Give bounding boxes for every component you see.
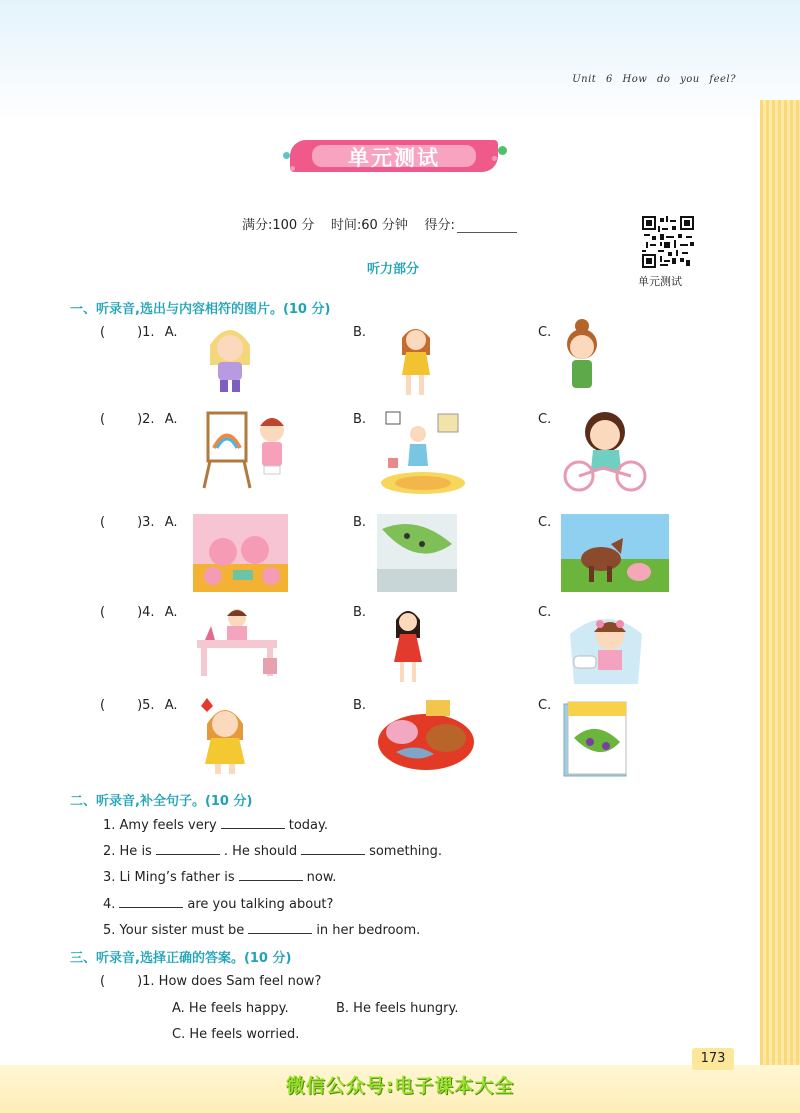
time-limit: 时间:60 分钟 [330, 218, 408, 233]
option-c-label: C. [538, 605, 552, 620]
girl-tired-picture-icon[interactable] [390, 320, 440, 400]
girl-dancing-picture-icon[interactable] [378, 408, 468, 496]
girl-sad-picture-icon[interactable] [560, 318, 605, 390]
decor-dot-left-icon [283, 152, 290, 159]
girl-painting-picture-icon[interactable] [200, 408, 295, 490]
girl-bored-picture-icon[interactable] [200, 320, 260, 395]
option-b-label: B. [353, 515, 367, 530]
storybook-picture-icon[interactable] [560, 698, 630, 778]
score-blank[interactable] [457, 218, 517, 233]
top-band [0, 0, 800, 120]
girl-riding-bike-picture-icon[interactable] [563, 408, 648, 493]
girl-in-red-dress-picture-icon[interactable] [388, 604, 428, 686]
option-c-label: C. [538, 412, 552, 427]
question-row: ( )1. A. [100, 325, 178, 340]
part3-heading: 三、听录音,选择正确的答案。(10 分) [70, 951, 292, 966]
score-label: 得分: [424, 218, 455, 233]
sentence-3: 3. Li Ming’s father is now. [103, 870, 337, 885]
food-plate-picture-icon[interactable] [376, 694, 474, 774]
option-b-label: B. [353, 412, 367, 427]
fill-blank[interactable] [119, 895, 183, 908]
page-number: 173 [692, 1048, 734, 1070]
option-c-label: C. [538, 698, 552, 713]
sentence-4: 4. are you talking about? [103, 897, 334, 912]
option-a: A. He feels happy. [172, 1001, 289, 1016]
option-b: B. He feels hungry. [336, 1001, 459, 1016]
pigs-family-picture-icon[interactable] [193, 514, 288, 592]
exam-meta [242, 214, 517, 233]
decor-dot-right-icon [498, 146, 507, 155]
option-c: C. He feels worried. [172, 1027, 300, 1042]
full-score: 满分:100 分 [242, 218, 315, 233]
sentence-2: 2. He is . He should something. [103, 844, 443, 859]
fill-blank[interactable] [301, 842, 365, 855]
fill-blank[interactable] [239, 868, 303, 881]
fill-blank[interactable] [221, 816, 285, 829]
watermark-text: 微信公众号:电子课本大全 [285, 1075, 515, 1097]
running-header: Unit 6 How do you feel? [572, 74, 736, 85]
decor-dot-right-small-icon [492, 156, 497, 161]
question-row: ( )3. A. [100, 515, 178, 530]
title-banner [290, 140, 500, 174]
option-c-label: C. [538, 325, 552, 340]
option-b-label: B. [353, 605, 367, 620]
listening-section-heading: 听力部分 [367, 262, 420, 277]
sentence-5: 5. Your sister must be in her bedroom. [103, 923, 421, 938]
option-b-label: B. [353, 698, 367, 713]
page-title: 单元测试 [348, 146, 440, 170]
option-c-label: C. [538, 515, 552, 530]
sentence-1: 1. Amy feels very today. [103, 818, 328, 833]
fill-blank[interactable] [156, 842, 220, 855]
girl-eating-picture-icon[interactable] [566, 604, 646, 686]
qr-label: 单元测试 [638, 275, 682, 288]
option-b-label: B. [353, 325, 367, 340]
girl-happy-picture-icon[interactable] [193, 694, 255, 776]
part1-heading: 一、听录音,选出与内容相符的图片。(10 分) [70, 302, 331, 317]
book-spine-edge [760, 100, 800, 1113]
leaf-with-bugs-picture-icon[interactable] [377, 514, 457, 592]
question-row: ( )5. A. [100, 698, 178, 713]
part2-heading: 二、听录音,补全句子。(10 分) [70, 794, 253, 809]
qr-code-icon[interactable] [642, 216, 694, 268]
girl-at-desk-picture-icon[interactable] [193, 604, 281, 680]
question-row: ( )2. A. [100, 412, 178, 427]
wolf-and-pig-picture-icon[interactable] [561, 514, 669, 592]
decor-dot-left-small-icon [290, 166, 295, 171]
fill-blank[interactable] [248, 921, 312, 934]
question-row: ( )1. How does Sam feel now? [100, 974, 322, 989]
question-row: ( )4. A. [100, 605, 178, 620]
